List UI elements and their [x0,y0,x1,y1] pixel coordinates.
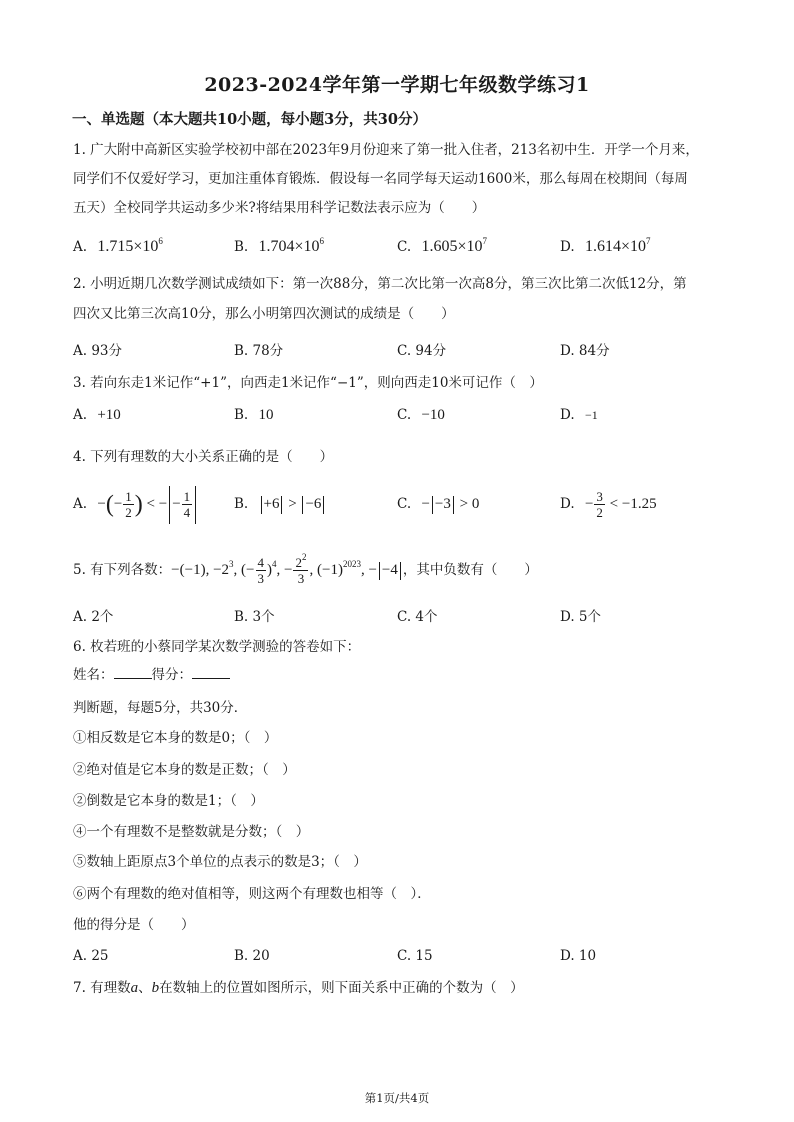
option-label: D. [560,496,575,512]
option-value: −1 [584,408,598,422]
q5-number-list: −(−1), $-2^3$, (− $\frac{4}{3}$ )$^4$, − $\frac{2^2}{3}$ , $(-1)^{2023}$, − −4 [171,562,403,578]
fraction-numerator: 3 [596,489,603,505]
fraction-denominator: 3 [257,571,265,587]
q4-text: 4. 下列有理数的大小关系正确的是（ ） [73,449,334,465]
comparison: < −1.25 [609,496,657,512]
q2-option-a[interactable]: A. 93分 [73,343,123,359]
option-label: B. [234,496,249,512]
q4-option-d[interactable]: D. − $\frac{3}{2}$ < −1.25 [560,489,657,521]
score-blank[interactable] [192,666,230,679]
option-label: B. [234,239,249,255]
variable-a: a [130,980,139,996]
q6-item-5: ⑤数轴上距原点3个单位的点表示的数是3；（ ） [73,854,367,870]
option-value: 10 [258,407,274,423]
q1-options [73,238,733,262]
fraction: $\frac{2^2}{3}$ [295,552,307,587]
option-label: C. [397,496,412,512]
q2-line-1: 2. 小明近期几次数学测试成绩如下：第一次88分，第二次比第一次高8分，第三次比第二次低12分，第 [73,276,687,292]
option-label: A. [73,239,88,255]
option-label: A. [73,496,88,512]
q6-intro: 6. 枚若班的小蔡同学某次数学测验的答卷如下： [73,639,361,655]
q6-name-score [73,665,230,685]
option-label: C. [397,407,412,423]
page-footer: 第1页/共4页 [364,1091,430,1105]
fraction [123,489,134,520]
q3-option-a[interactable] [73,407,121,424]
q3-option-d[interactable] [560,407,598,423]
q4-option-a[interactable]: A. −(− $\frac{1}{2}$ ) < − − $\frac{1}{4}$ [73,484,198,524]
q7-text [73,978,524,998]
q4-options [73,484,733,524]
q2-options [73,339,733,363]
abs-content: −6 [305,496,322,512]
q2-option-c[interactable]: C. 94分 [397,343,447,359]
q1-line-2: 同学们不仅爱好学习，更加注重体育锻炼．假设每一名同学每天运动1600米，那么每周在校期间（每周 [73,171,688,187]
option-value: +10 [97,407,121,423]
fraction-denominator: 3 [297,571,305,587]
q2-option-b[interactable]: B. 78分 [234,343,284,359]
option-label: D. [560,407,575,423]
q4-option-c[interactable]: C. − −3 > 0 [397,496,480,512]
q6-item-3: ②倒数是它本身的数是1；（ ） [73,793,264,809]
q6-item-1: ①相反数是它本身的数是0；（ ） [73,730,278,746]
option-label: B. [234,407,249,423]
page-title: 2023-2024学年第一学期七年级数学练习1 [204,74,590,96]
option-exponent: 7 [645,236,651,246]
fraction [182,489,193,520]
q6-item-6: ⑥两个有理数的绝对值相等，则这两个有理数也相等（ ）． [73,886,431,902]
q6-question: 他的得分是（ ） [73,917,195,933]
comparison: > 0 [459,496,480,512]
q6-item-2: ②绝对值是它本身的数是正数；（ ） [73,762,296,778]
q1-option-a[interactable] [73,238,163,256]
abs-content: 3 [443,496,451,512]
q5-prefix: 5. 有下列各数： [73,562,172,578]
q6-rule: 判断题，每题5分，共30分． [73,700,248,716]
option-exponent: 6 [319,236,325,246]
q6-options [73,948,733,972]
q2-option-d[interactable]: D. 84分 [560,343,610,359]
q3-options [73,407,733,431]
q7-sep: 、 [138,980,152,996]
q6-option-a[interactable]: A. 25 [73,948,109,964]
q3-text: 3. 若向东走1米记作“+1”，向西走1米记作“−1”，则向西走10米可记作（ ） [73,375,543,391]
q7-post: 在数轴上的位置如图所示，则下面关系中正确的个数为（ ） [159,980,524,996]
name-label: 姓名： [73,667,114,683]
q1-line-3: 五天）全校同学共运动多少米?将结果用科学记数法表示应为（ ） [73,200,486,216]
option-mantissa: 1.704×10 [258,238,320,255]
q1-option-c[interactable] [397,238,487,256]
option-label: C. [397,239,412,255]
fraction-numerator: 1 [183,489,191,505]
q6-item-4: ④一个有理数不是整数就是分数；（ ） [73,824,310,840]
option-label: A. [73,407,88,423]
q5-suffix: ，其中负数有（ ） [402,562,538,578]
fraction-denominator: 4 [183,505,191,521]
q5-option-b[interactable]: B. 3个 [234,609,275,625]
abs-content: +6 [263,496,280,512]
option-label: D. [560,239,575,255]
q3-option-b[interactable] [234,407,274,424]
q5-options [73,605,733,629]
score-label: 得分： [151,667,192,683]
q1-option-b[interactable] [234,238,324,256]
q2-line-2: 四次又比第三次高10分，那么小明第四次测试的成绩是（ ） [73,306,455,322]
fraction-numerator: 4 [257,555,265,571]
q1-line-1: 1. 广大附中高新区实验学校初中部在2023年9月份迎来了第一批入住者，213名初中生．开学一个月来， [73,142,699,158]
variable-b: b [151,980,160,996]
fraction [594,489,605,520]
q3-option-c[interactable] [397,407,445,424]
fraction-denominator: 2 [596,505,603,521]
fraction-denominator: 2 [125,505,132,521]
q5-option-d[interactable]: D. 5个 [560,609,602,625]
q5-text [73,552,538,588]
q5-option-c[interactable]: C. 4个 [397,609,438,625]
name-blank[interactable] [114,666,152,679]
section-heading: 一、单选题（本大题共10小题，每小题3分，共30分） [72,111,427,128]
option-value: −10 [421,407,445,423]
q6-option-b[interactable]: B. 20 [234,948,270,964]
option-mantissa: 1.715×10 [97,238,159,255]
q7-pre: 7. 有理数 [73,980,131,996]
option-exponent: 7 [482,236,487,246]
option-mantissa: 1.614×10 [584,238,646,255]
option-exponent: 6 [158,236,163,246]
q5-option-a[interactable]: A. 2个 [73,609,114,625]
q6-option-d[interactable]: D. 10 [560,948,597,964]
option-mantissa: 1.605×10 [421,238,483,255]
q1-option-d[interactable] [560,238,650,256]
fraction-numerator: 1 [125,489,132,505]
q4-option-b[interactable]: B. +6 > −6 [234,484,326,524]
fraction [256,555,267,586]
q6-option-c[interactable]: C. 15 [397,948,433,964]
